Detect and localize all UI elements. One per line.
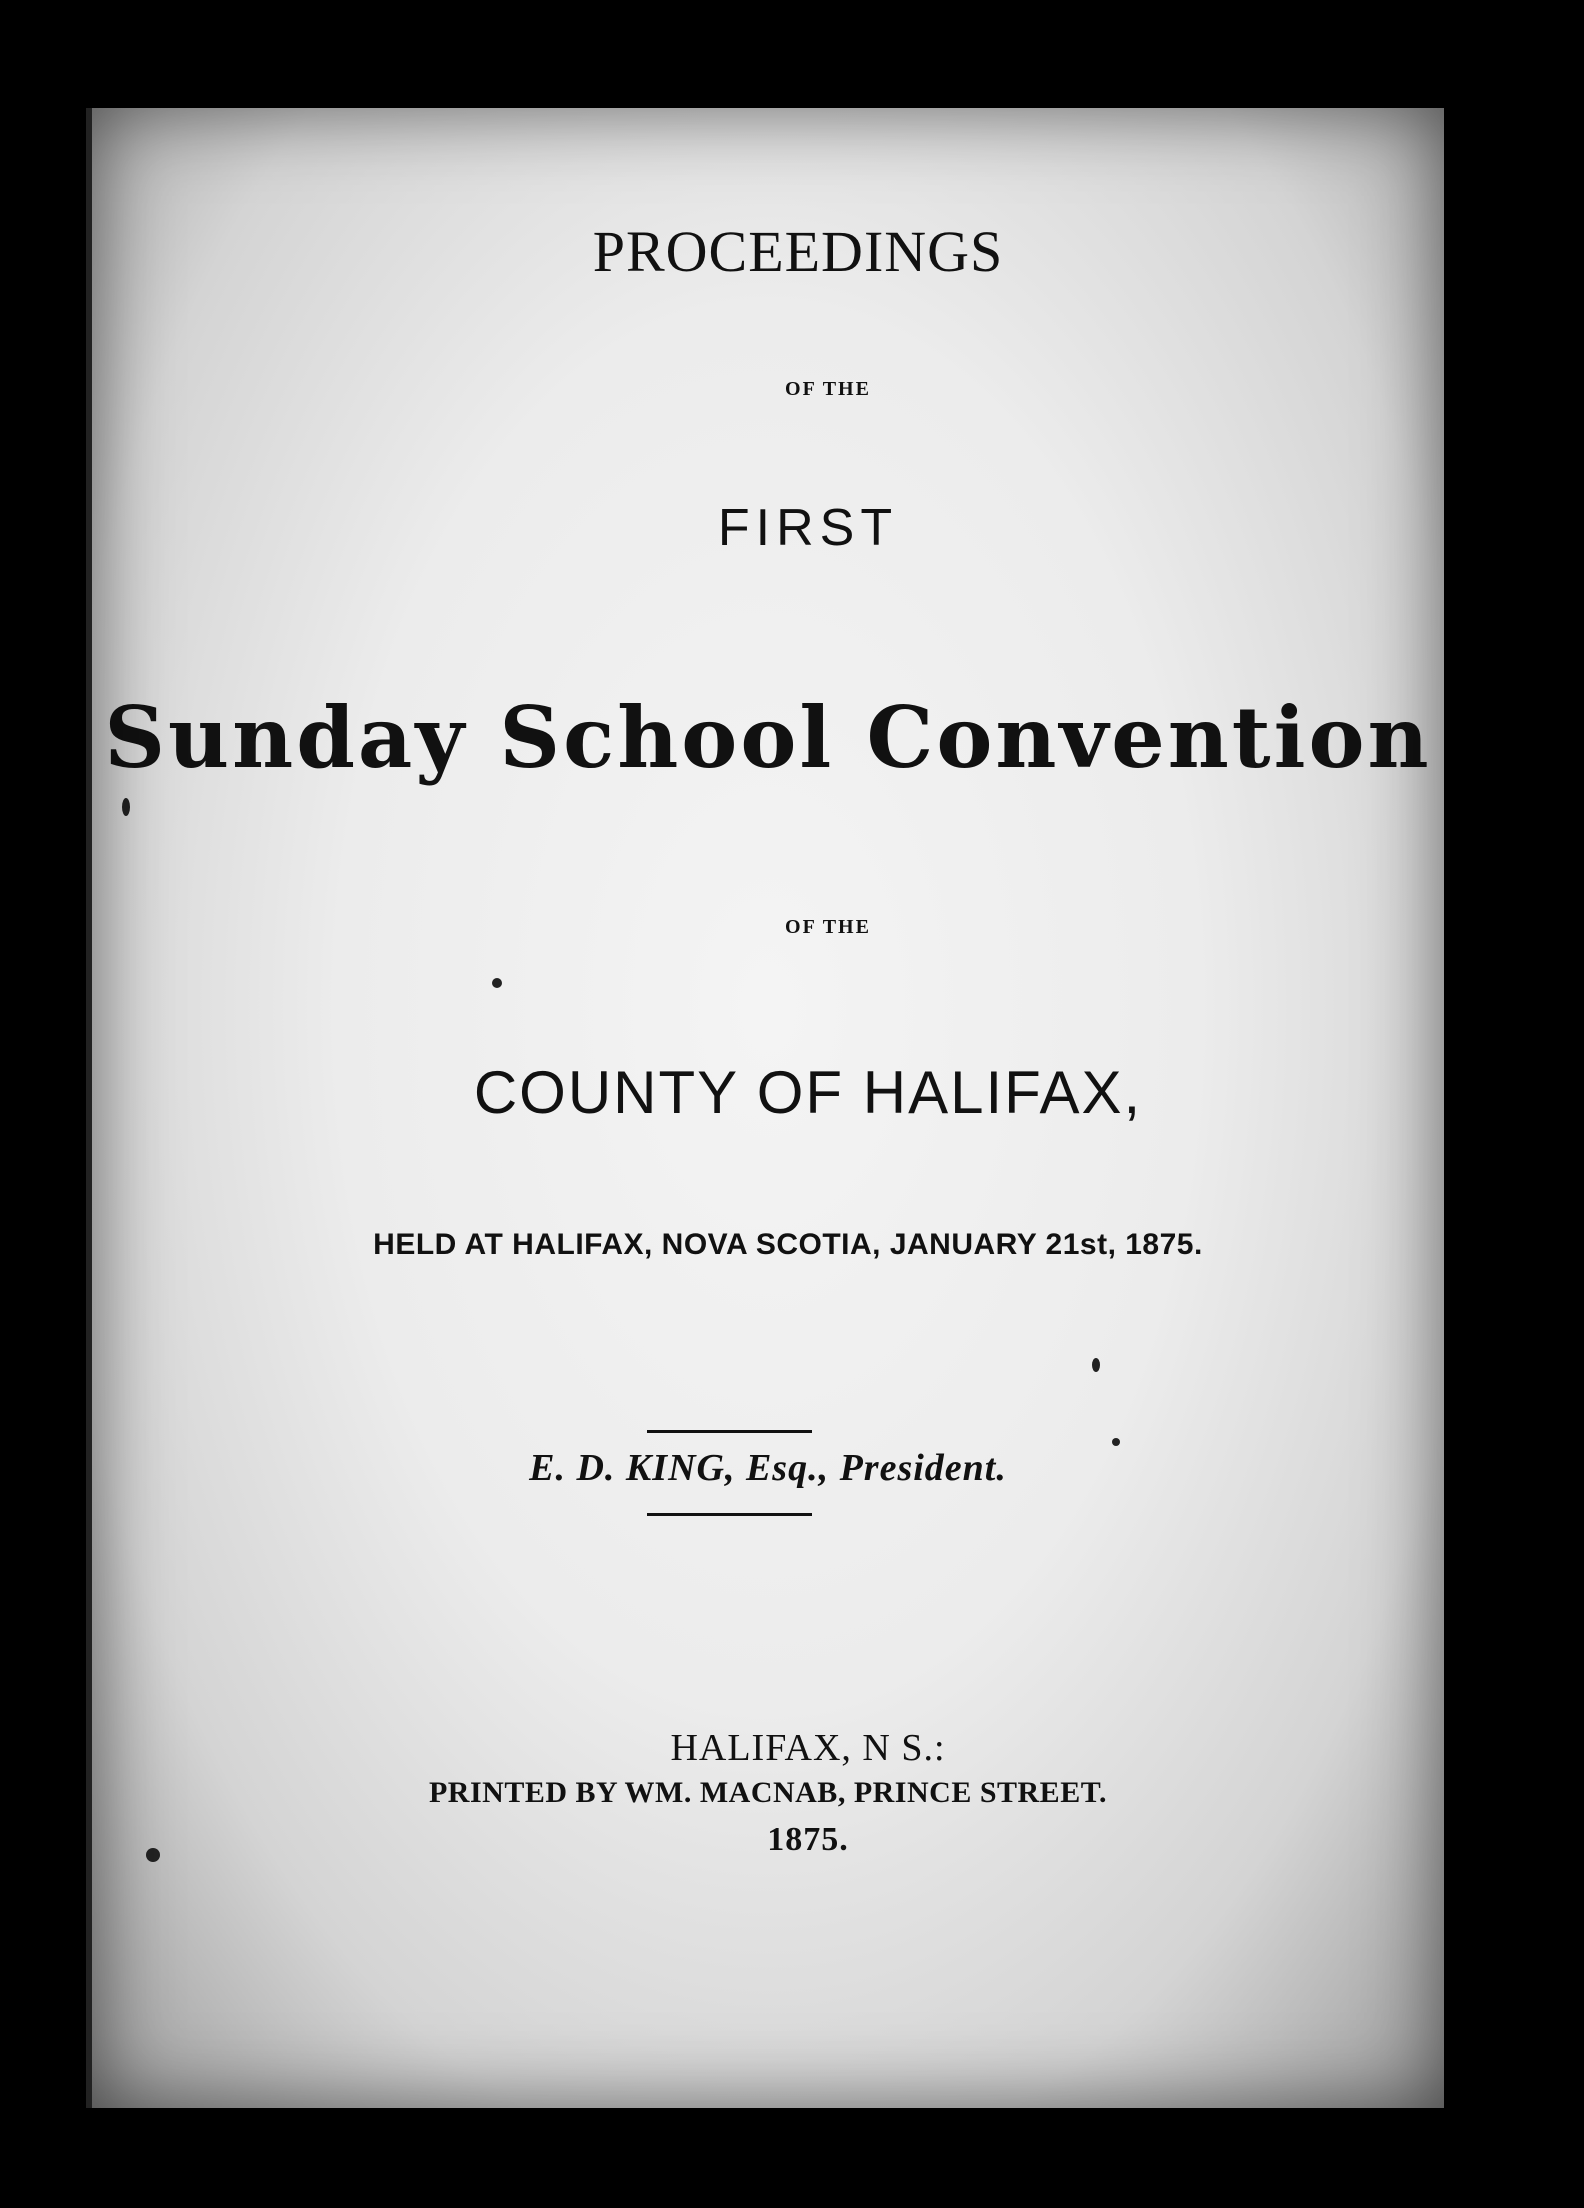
ink-speck [122, 798, 130, 816]
of-the-line-2: OF THE [785, 916, 871, 938]
heading-proceedings: PROCEEDINGS [592, 219, 1004, 284]
heading-county: COUNTY OF HALIFAX, [473, 1059, 1143, 1126]
heading-first: FIRST [717, 499, 899, 557]
divider-top [647, 1430, 812, 1433]
held-date-line: HELD AT HALIFAX, NOVA SCOTIA, JANUARY 21st, 1875. [373, 1228, 1203, 1261]
imprint-printer: PRINTED BY WM. MACNAB, PRINCE STREET. [428, 1776, 1107, 1809]
ink-speck [492, 978, 502, 988]
divider-bottom [647, 1513, 812, 1516]
heading-convention: Sunday School Convention [104, 688, 1432, 787]
of-the-line-1: OF THE [785, 378, 871, 400]
president-line: E. D. KING, Esq., President. [529, 1447, 1007, 1489]
ink-speck [146, 1848, 160, 1862]
title-page [86, 108, 1444, 2108]
imprint-city: HALIFAX, N S.: [670, 1727, 946, 1769]
ink-speck [1092, 1358, 1100, 1372]
imprint-year: 1875. [767, 1821, 849, 1858]
ink-speck [1112, 1438, 1120, 1446]
